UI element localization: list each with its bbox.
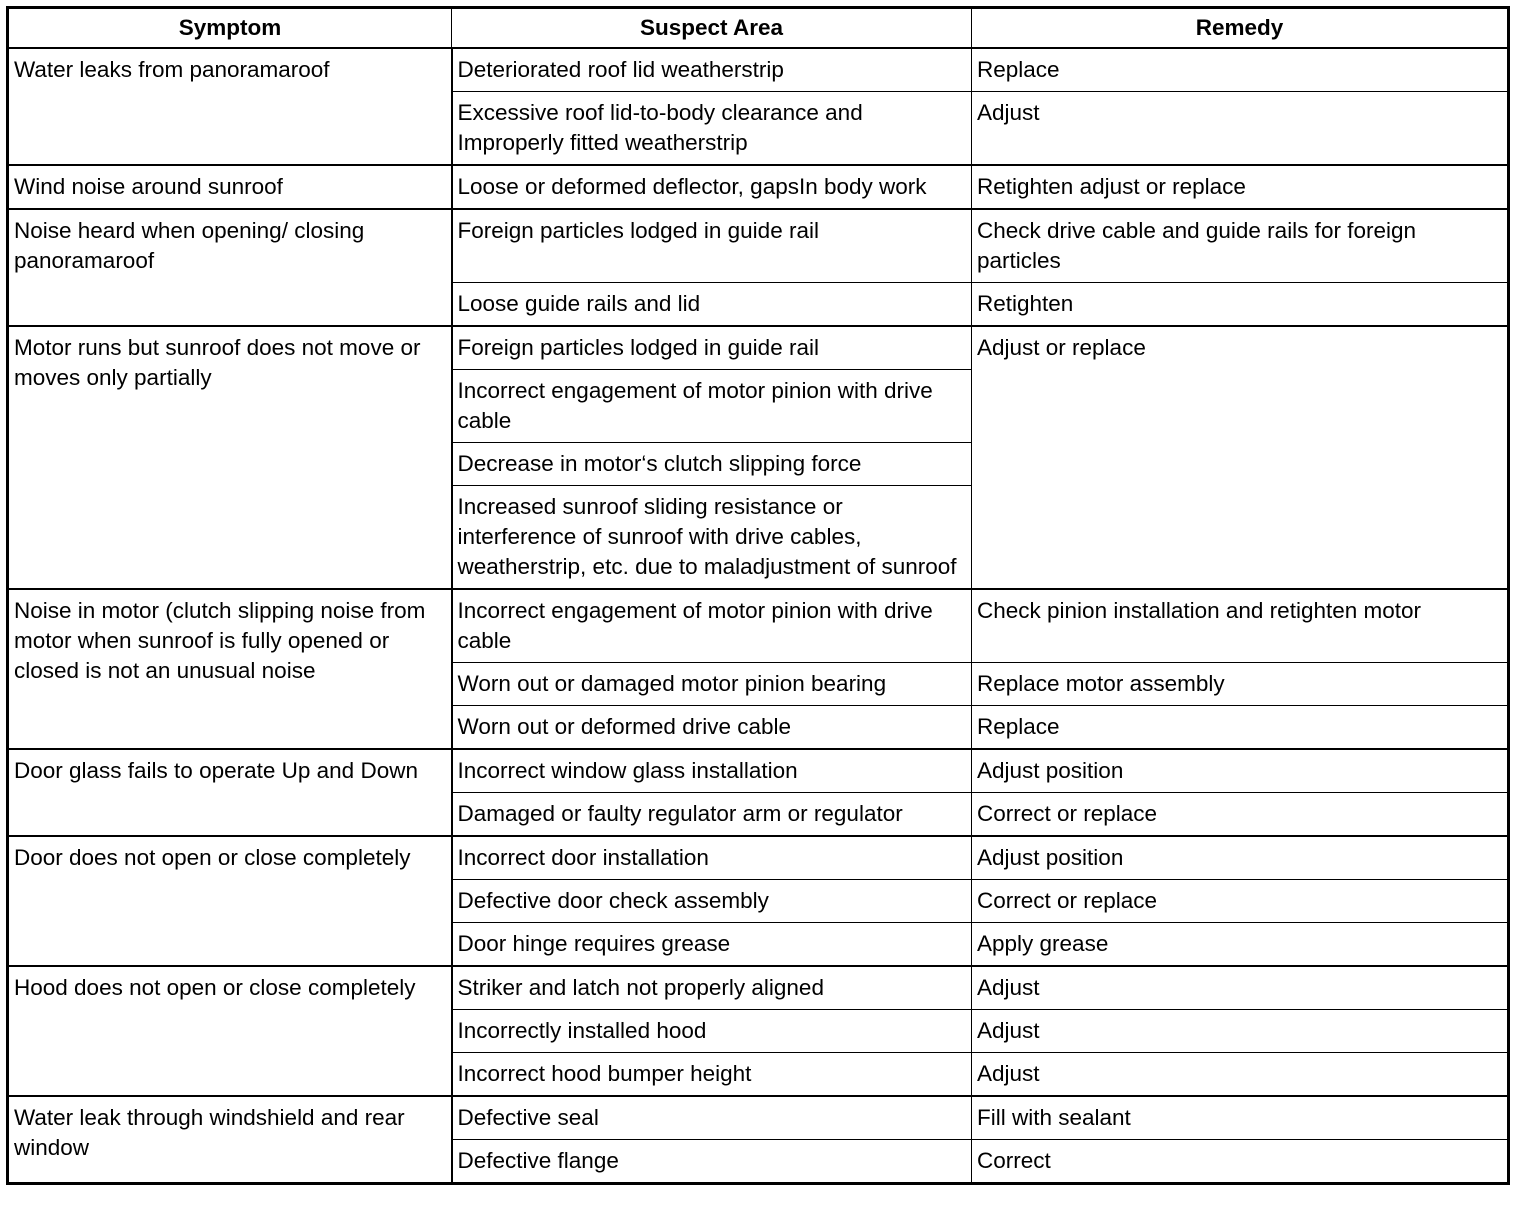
remedy-cell: Check pinion installation and retighten motor: [972, 589, 1509, 663]
suspect-area-cell: Damaged or faulty regulator arm or regulator: [452, 793, 972, 837]
remedy-cell: Adjust: [972, 1053, 1509, 1097]
suspect-area-cell: Incorrect hood bumper height: [452, 1053, 972, 1097]
table-row: [8, 165, 1509, 209]
table-row: [8, 589, 1509, 663]
header-row: [8, 8, 1509, 49]
remedy-cell: Adjust position: [972, 836, 1509, 880]
table-header: [8, 8, 1509, 49]
symptom-cell: Noise in motor (clutch slipping noise from motor when sunroof is fully opened or closed is not an unusual noise: [8, 589, 452, 749]
table-row: [8, 749, 1509, 793]
table-row: [8, 209, 1509, 283]
remedy-cell: Correct: [972, 1140, 1509, 1184]
suspect-area-cell: Loose or deformed deflector, gapsIn body work: [452, 165, 972, 209]
suspect-area-column-header: Suspect Area: [452, 8, 972, 49]
remedy-cell: Adjust: [972, 966, 1509, 1010]
symptom-cell: Noise heard when opening/ closing panoramaroof: [8, 209, 452, 326]
symptom-cell: Door glass fails to operate Up and Down: [8, 749, 452, 836]
suspect-area-cell: Defective door check assembly: [452, 880, 972, 923]
suspect-area-cell: Worn out or deformed drive cable: [452, 706, 972, 750]
table-row: [8, 48, 1509, 92]
suspect-area-cell: Incorrectly installed hood: [452, 1010, 972, 1053]
suspect-area-cell: Worn out or damaged motor pinion bearing: [452, 663, 972, 706]
suspect-area-cell: Foreign particles lodged in guide rail: [452, 326, 972, 370]
suspect-area-cell: Increased sunroof sliding resistance or interference of sunroof with drive cables, weatherstrip, etc. due to maladjustment of sunroof: [452, 486, 972, 590]
remedy-cell: Adjust: [972, 92, 1509, 166]
symptom-cell: Hood does not open or close completely: [8, 966, 452, 1096]
remedy-cell: Retighten: [972, 283, 1509, 327]
suspect-area-cell: Loose guide rails and lid: [452, 283, 972, 327]
table-row: [8, 836, 1509, 880]
remedy-cell: Retighten adjust or replace: [972, 165, 1509, 209]
suspect-area-cell: Excessive roof lid-to-body clearance and Improperly fitted weatherstrip: [452, 92, 972, 166]
suspect-area-cell: Foreign particles lodged in guide rail: [452, 209, 972, 283]
suspect-area-cell: Defective seal: [452, 1096, 972, 1140]
remedy-cell: Fill with sealant: [972, 1096, 1509, 1140]
symptom-cell: Water leak through windshield and rear window: [8, 1096, 452, 1184]
symptom-cell: Water leaks from panoramaroof: [8, 48, 452, 165]
remedy-cell: Replace: [972, 706, 1509, 750]
remedy-cell: Correct or replace: [972, 793, 1509, 837]
remedy-cell: Adjust or replace: [972, 326, 1509, 589]
remedy-cell: Correct or replace: [972, 880, 1509, 923]
suspect-area-cell: Decrease in motor‘s clutch slipping force: [452, 443, 972, 486]
troubleshooting-table: [6, 6, 1510, 1185]
table-row: [8, 966, 1509, 1010]
suspect-area-cell: Incorrect door installation: [452, 836, 972, 880]
suspect-area-cell: Striker and latch not properly aligned: [452, 966, 972, 1010]
suspect-area-cell: Defective flange: [452, 1140, 972, 1184]
remedy-cell: Replace motor assembly: [972, 663, 1509, 706]
suspect-area-cell: Door hinge requires grease: [452, 923, 972, 967]
remedy-cell: Adjust: [972, 1010, 1509, 1053]
table-row: [8, 1096, 1509, 1140]
remedy-cell: Adjust position: [972, 749, 1509, 793]
suspect-area-cell: Deteriorated roof lid weatherstrip: [452, 48, 972, 92]
suspect-area-cell: Incorrect engagement of motor pinion with drive cable: [452, 589, 972, 663]
symptom-cell: Motor runs but sunroof does not move or moves only partially: [8, 326, 452, 589]
remedy-column-header: Remedy: [972, 8, 1509, 49]
table-row: [8, 326, 1509, 370]
table-body: [8, 48, 1509, 1184]
symptom-cell: Door does not open or close completely: [8, 836, 452, 966]
remedy-cell: Apply grease: [972, 923, 1509, 967]
remedy-cell: Replace: [972, 48, 1509, 92]
symptom-cell: Wind noise around sunroof: [8, 165, 452, 209]
suspect-area-cell: Incorrect window glass installation: [452, 749, 972, 793]
symptom-column-header: Symptom: [8, 8, 452, 49]
remedy-cell: Check drive cable and guide rails for foreign particles: [972, 209, 1509, 283]
suspect-area-cell: Incorrect engagement of motor pinion with drive cable: [452, 370, 972, 443]
